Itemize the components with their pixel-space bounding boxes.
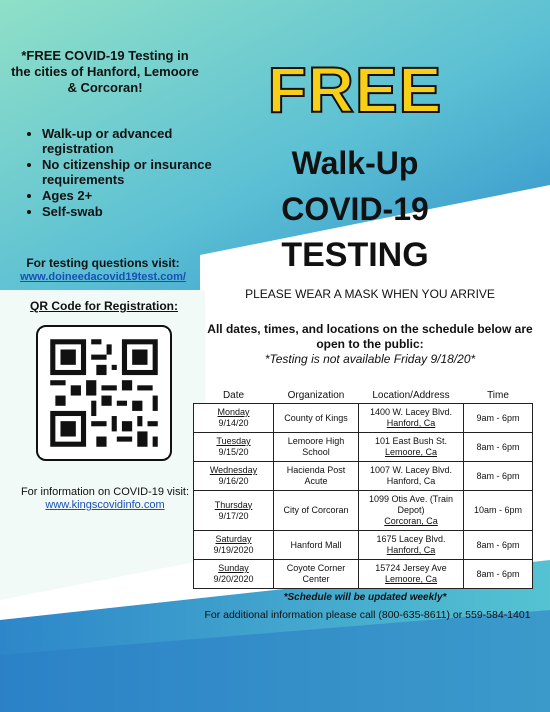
table-row	[194, 531, 533, 560]
address-cell	[359, 560, 464, 589]
date: 9/20/2020	[213, 574, 254, 584]
testing-questions	[8, 256, 198, 284]
list-item: • Ages 2+	[42, 188, 222, 203]
list-item: • Walk-up or advanced registration	[42, 126, 222, 156]
feature-list	[28, 126, 222, 220]
table-row	[194, 560, 533, 589]
testing-questions-label: For testing questions visit:	[26, 256, 180, 270]
headline-line-3: TESTING	[281, 236, 429, 274]
testing-questions-link[interactable]: www.doineedacovid19test.com/	[20, 271, 186, 283]
info-block	[20, 486, 190, 512]
org-cell: Coyote Corner Center	[274, 560, 359, 589]
org-cell: Lemoore High School	[274, 433, 359, 462]
mask-notice: PLEASE WEAR A MASK WHEN YOU ARRIVE	[245, 287, 495, 301]
city: Lemoore, Ca	[384, 447, 438, 457]
city: Hanford, Ca	[386, 418, 436, 428]
table-row	[194, 462, 533, 491]
address: 1007 W. Lacey Blvd. Hanford, Ca	[369, 465, 453, 486]
day: Wednesday	[209, 465, 258, 475]
time-cell: 8am - 6pm	[464, 531, 533, 560]
day: Tuesday	[216, 436, 251, 446]
city: Lemoore, Ca	[384, 574, 438, 584]
address-cell	[359, 491, 464, 531]
day: Saturday	[215, 534, 252, 544]
day: Thursday	[214, 499, 253, 510]
header-organization: Organization	[287, 390, 345, 401]
date-cell	[194, 560, 274, 589]
qr-code[interactable]	[36, 325, 172, 461]
headline-line-2: COVID-19	[281, 191, 429, 227]
free-heading: FREE	[267, 54, 443, 126]
day: Sunday	[218, 563, 249, 573]
org-cell: Hacienda Post Acute	[274, 462, 359, 491]
info-label: For information on COVID-19 visit:	[20, 486, 190, 498]
day: Monday	[217, 407, 250, 417]
date: 9/15/20	[218, 447, 249, 457]
headline	[225, 140, 485, 278]
time-cell: 10am - 6pm	[464, 491, 533, 531]
city: Hanford, Ca	[386, 545, 436, 555]
time-cell: 8am - 6pm	[464, 433, 533, 462]
public-notice: All dates, times, and locations on the schedule below are open to the public:	[207, 322, 533, 351]
qr-label: QR Code for Registration:	[29, 299, 178, 313]
date: 9/17/20	[218, 510, 249, 521]
city: Corcoran, Ca	[384, 516, 438, 526]
date-cell	[194, 433, 274, 462]
date-cell	[194, 404, 274, 433]
address: 15724 Jersey Ave	[375, 563, 447, 573]
additional-info: For additional information please call (800-635-8611) or 559-584-1401	[204, 609, 531, 621]
table-row	[194, 491, 533, 531]
date: 9/16/20	[218, 476, 249, 486]
time-cell: 9am - 6pm	[464, 404, 533, 433]
schedule-updated-note: *Schedule will be updated weekly*	[283, 592, 447, 603]
header-date: Date	[222, 390, 245, 401]
table-header-row	[194, 388, 533, 404]
intro-text: *FREE COVID-19 Testing in the cities of Hanford, Lemoore & Corcoran!	[11, 48, 199, 95]
address: 1400 W. Lacey Blvd.	[369, 407, 453, 417]
address-cell	[359, 462, 464, 491]
header-time: Time	[487, 390, 509, 401]
org-cell: County of Kings	[274, 404, 359, 433]
list-item: • No citizenship or insurance requirements	[42, 157, 222, 187]
table-row	[194, 433, 533, 462]
table-row	[194, 404, 533, 433]
address: 1675 Lacey Blvd.	[376, 534, 446, 544]
address-cell	[359, 433, 464, 462]
date: 9/14/20	[218, 418, 249, 428]
qr-code-icon	[40, 329, 168, 457]
public-notice-block	[205, 322, 535, 367]
header-location: Location/Address	[372, 390, 450, 401]
headline-line-1: Walk-Up	[291, 145, 419, 181]
address-cell	[359, 404, 464, 433]
date: 9/19/2020	[213, 545, 254, 555]
not-available-notice: *Testing is not available Friday 9/18/20*	[264, 352, 476, 366]
org-cell: Hanford Mall	[274, 531, 359, 560]
date-cell	[194, 491, 274, 531]
list-item: • Self-swab	[42, 204, 222, 219]
org-cell: City of Corcoran	[274, 491, 359, 531]
address: 1099 Otis Ave. (Train Depot)	[368, 494, 454, 515]
time-cell: 8am - 6pm	[464, 462, 533, 491]
address-cell	[359, 531, 464, 560]
time-cell: 8am - 6pm	[464, 560, 533, 589]
date-cell	[194, 531, 274, 560]
date-cell	[194, 462, 274, 491]
schedule-table	[193, 388, 533, 589]
info-link[interactable]: www.kingscovidinfo.com	[45, 499, 165, 511]
address: 101 East Bush St.	[374, 436, 448, 446]
